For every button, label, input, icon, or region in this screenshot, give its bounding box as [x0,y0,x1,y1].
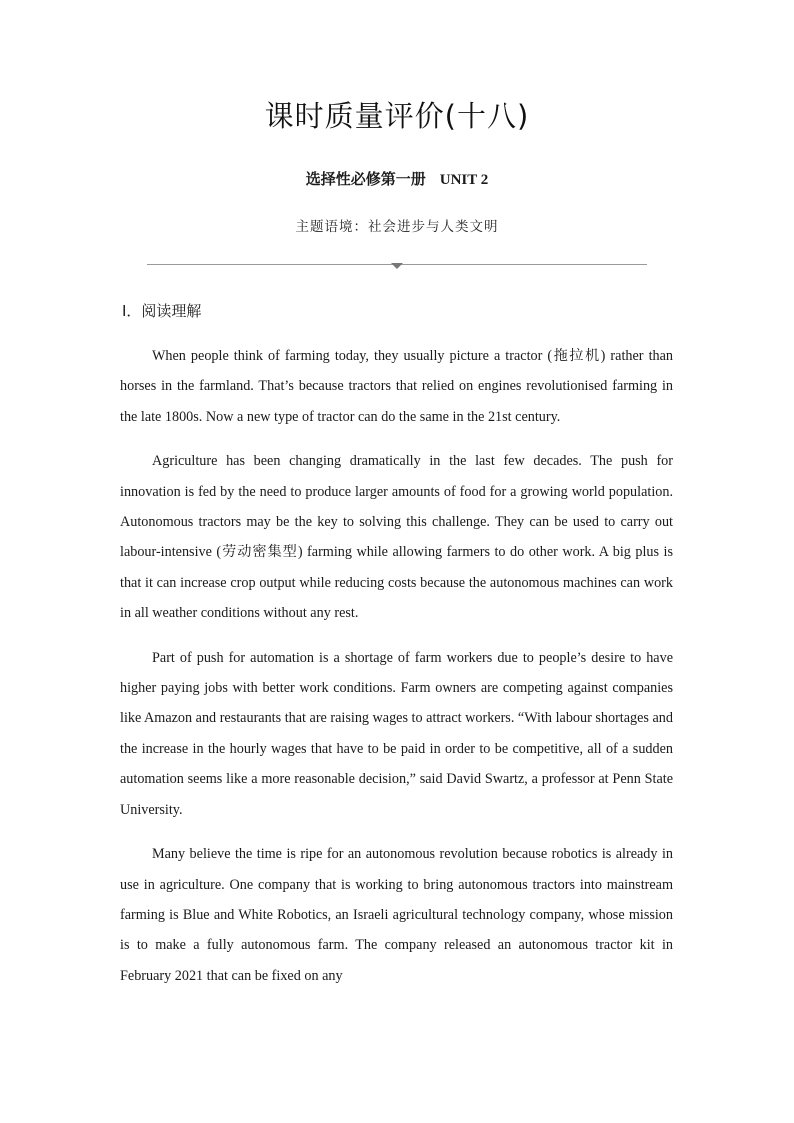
paragraph-1: When people think of farming today, they usually picture a tractor (拖拉机) rather than horses in the farmland. That’s because tractors that relied on engines revolutionised farming in the late 1800s. Now a new type of tractor can do the same in the 21st century. [120,348,673,425]
subtitle-book: 选择性必修第一册 [305,170,426,188]
paragraph-2: Agriculture has been changing dramatically in the last few decades. The push for innovation is fed by the need to produce larger amounts of food for a growing world population. Autonomous tractors may be the key to solving this challenge. They can be used to carry out labour-intensive (劳动密集型) farming while allowing farmers to do other work. A big plus is that it can increase crop output while reducing costs because the autonomous machines can work in all weather conditions without any rest. [120,453,673,622]
paragraph-3: Part of push for automation is a shortage of farm workers due to people’s desire to have higher paying jobs with better work conditions. Farm owners are competing against companies like Amazon and restaurants that are raising wages to attract workers. “With labour shortages and the increase in the hourly wages that have to be paid in order to be competitive, all of a sudden automation seems like a more reasonable decision,” said David Swartz, a professor at Penn State University. [120,649,673,818]
divider-arrow-icon [391,263,403,269]
section-heading: Ⅰ．阅读理解 [122,302,202,320]
page-title: 课时质量评价(十八) [264,99,530,133]
reading-passage [120,341,673,1005]
theme-line: 主题语境：社会进步与人类文明 [295,219,499,235]
subtitle-unit: UNIT 2 [439,172,489,188]
paragraph-4: Many believe the time is ripe for an autonomous revolution because robotics is already in use in agriculture. One company that is working to bring autonomous tractors into mainstream farming is Blue and White Robotics, an Israeli agricultural technology company, whose mission is to make a fully autonomous farm. The company released an autonomous tractor kit in February 2021 that can be fixed on any [120,846,673,984]
subtitle [0,168,794,189]
